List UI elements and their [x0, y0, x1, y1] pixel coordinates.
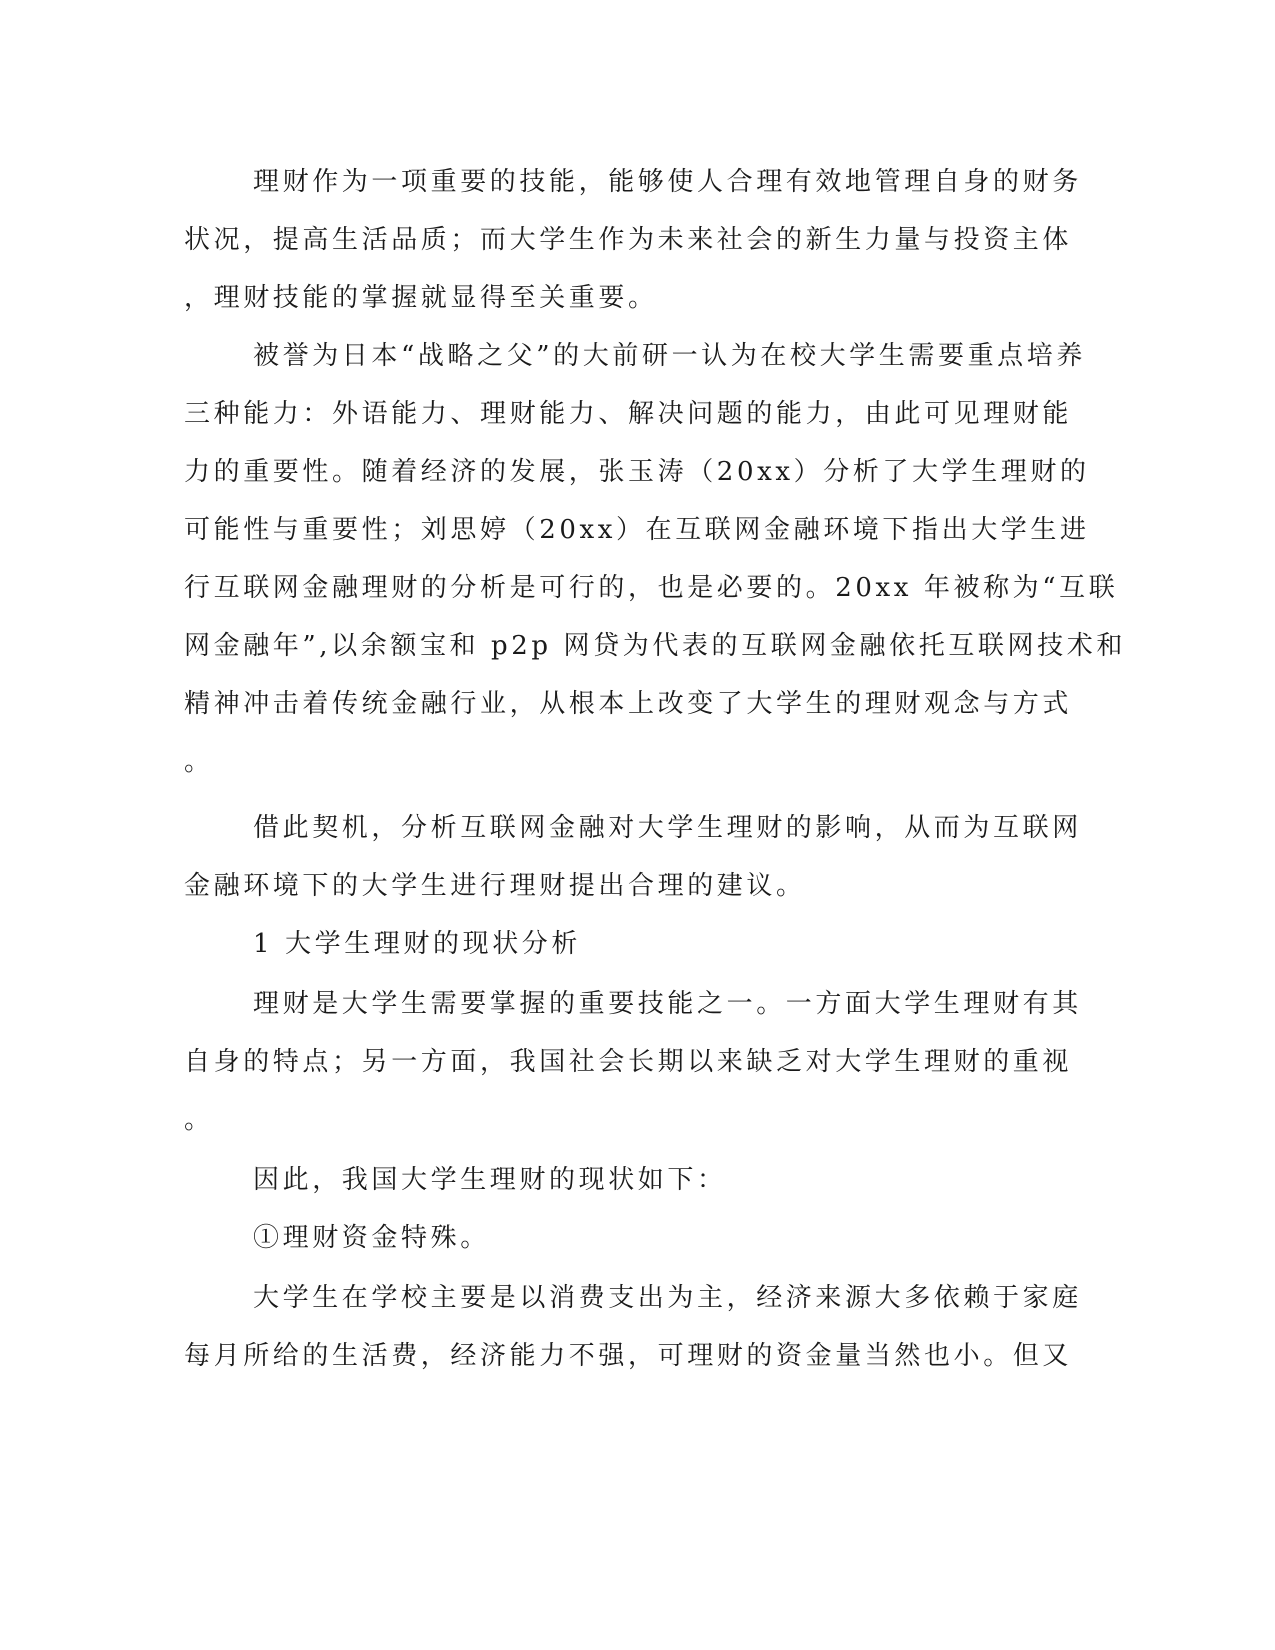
- paragraph-line: 理财作为一项重要的技能，能够使人合理有效地管理自身的财务: [253, 167, 1082, 197]
- paragraph-line: 力的重要性。随着经济的发展，张玉涛（20xx）分析了大学生理财的: [184, 457, 1090, 487]
- paragraph-line: 网金融年”,以余额宝和 p2p 网贷为代表的互联网金融依托互联网技术和: [184, 631, 1126, 661]
- paragraph-line: 理财是大学生需要掌握的重要技能之一。一方面大学生理财有其: [253, 989, 1082, 1019]
- paragraph-line: 精神冲击着传统金融行业，从根本上改变了大学生的理财观念与方式: [184, 689, 1073, 719]
- paragraph-line: 状况，提高生活品质；而大学生作为未来社会的新生力量与投资主体: [184, 225, 1073, 255]
- paragraph-line: 行互联网金融理财的分析是可行的，也是必要的。20xx 年被称为“互联: [184, 573, 1119, 603]
- section-heading: 1 大学生理财的现状分析: [253, 929, 582, 959]
- paragraph-line: 可能性与重要性；刘思婷（20xx）在互联网金融环境下指出大学生进: [184, 515, 1090, 545]
- paragraph-line: ，理财技能的掌握就显得至关重要。: [184, 283, 658, 313]
- paragraph-line: 自身的特点；另一方面，我国社会长期以来缺乏对大学生理财的重视: [184, 1047, 1073, 1077]
- paragraph-line: 每月所给的生活费，经济能力不强，可理财的资金量当然也小。但又: [184, 1341, 1073, 1371]
- paragraph-line: 大学生在学校主要是以消费支出为主，经济来源大多依赖于家庭: [253, 1283, 1082, 1313]
- paragraph-line: 被誉为日本“战略之父”的大前研一认为在校大学生需要重点培养: [253, 341, 1086, 371]
- paragraph-line: 因此，我国大学生理财的现状如下：: [253, 1165, 727, 1195]
- list-item-heading: ①理财资金特殊。: [253, 1223, 490, 1253]
- paragraph-line: 。: [184, 747, 214, 777]
- paragraph-line: 。: [184, 1105, 214, 1135]
- paragraph-line: 借此契机，分析互联网金融对大学生理财的影响，从而为互联网: [253, 813, 1082, 843]
- paragraph-line: 三种能力：外语能力、理财能力、解决问题的能力，由此可见理财能: [184, 399, 1073, 429]
- paragraph-line: 金融环境下的大学生进行理财提出合理的建议。: [184, 871, 806, 901]
